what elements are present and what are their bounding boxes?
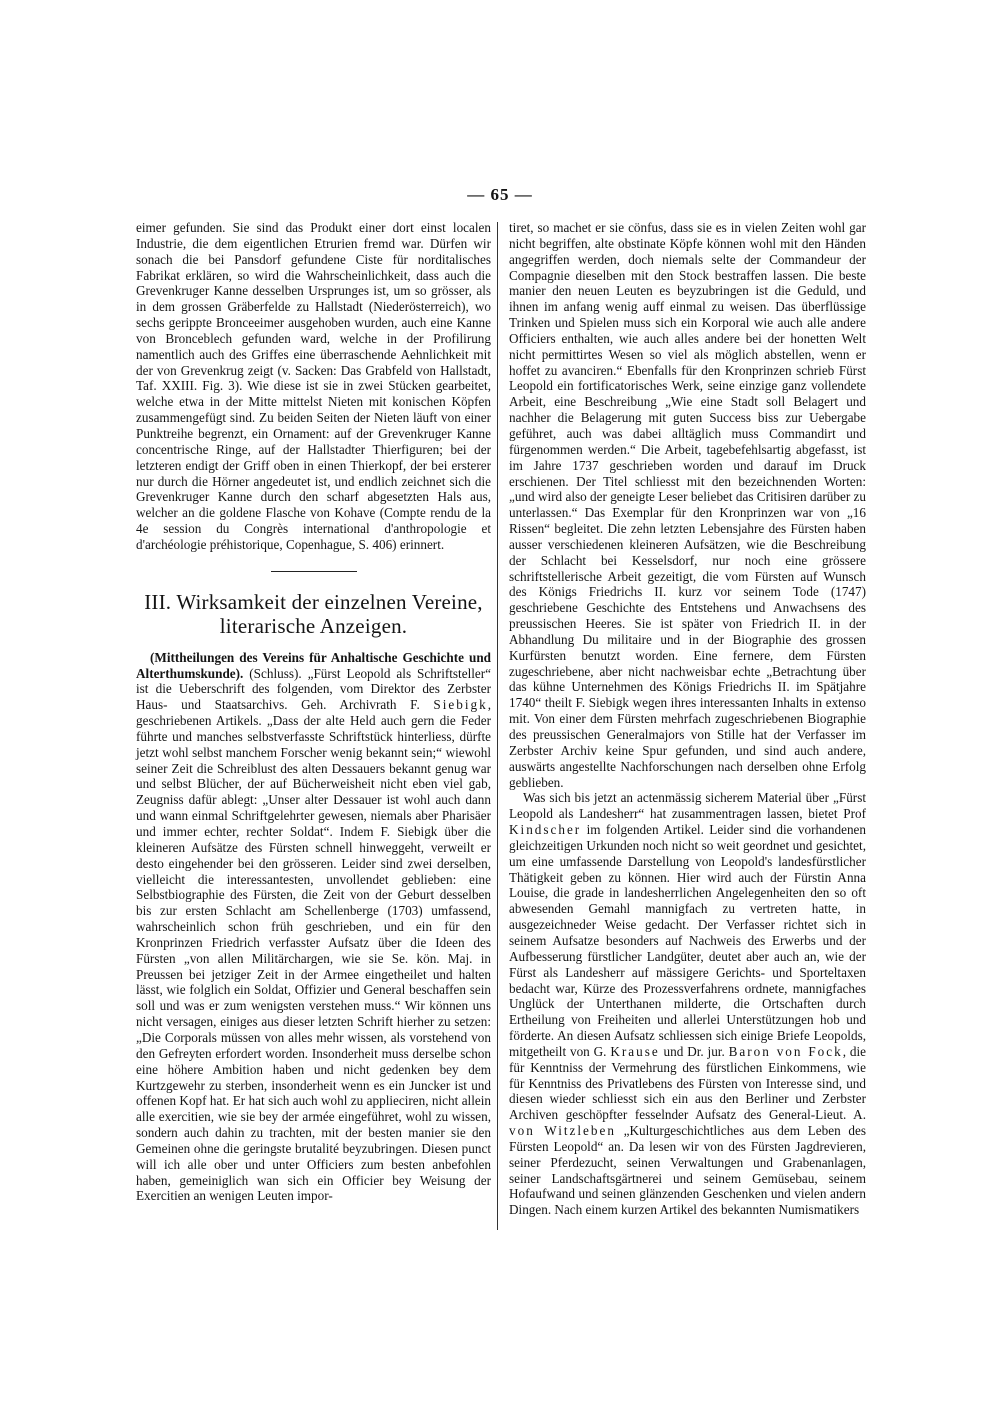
right-paragraph-2-text-e: „Kulturgeschichtliches aus dem Leben des Fürsten Leopold“ an. Da lesen wir von des Fürsten Jagdrevieren, seiner Pferdezucht, seinen Verwaltungen und Grabenanlagen, seiner Landschaftsgärtnerei und seinem Gemüsebau, seinem Hofaufwand und seinen glänzenden Geschenken und vielen andern Dingen. Nach einem kurzen Artikel des bekannten Numismatikers bbox=[509, 1123, 867, 1218]
right-paragraph-2 bbox=[509, 790, 866, 1218]
right-paragraph-2-text-b: im folgenden Artikel. Leider sind die vorhandenen gleichzeitigen Urkunden noch nicht so weit geordnet und gesichtet, um eine umfassende Darstellung von Leopold's landesfürstlicher Thätigkeit geben zu können. Hier wird auch der Fürstin Anna Louise, die grade in landesherrlichen Angelegenheiten den so oft abwesenden Gemahl mannigfach zu vertreten hatte, in ausgezeichneder Weise gedacht. Der Verfasser richtet sich in seinem Aufsatze besonders auf Nachweis des Erwerbs und der Aufbesserung fürstlicher Landgüter, deutet aber auch an, wie der Fürst als Landesherr auf mässigere Gerichts- und Sporteltaxen bedacht war, Kürze des Prozessverfahrens ordnete, mannigfaches Unglück der Unterthanen milderte, die Ortschaften durch Ertheilung von Freiheiten und allerlei Unterstützungen hob und förderte. An diesen Aufsatz schliessen sich einige Briefe Leopolds, mitgetheilt von G. bbox=[509, 822, 866, 1059]
section-separator bbox=[271, 571, 357, 572]
left-column bbox=[136, 220, 491, 1204]
author-kindscher: Kindscher bbox=[509, 822, 582, 838]
right-column bbox=[509, 220, 866, 1218]
section-heading-line-1: III. Wirksamkeit der einzelnen Vereine, bbox=[144, 589, 483, 614]
section-heading-line-2: literarische Anzeigen. bbox=[219, 613, 408, 638]
society-title: (Mittheilungen des Vereins für Anhaltische Geschichte und Alterthumskunde). bbox=[136, 649, 491, 681]
author-witzleben: von Witzleben bbox=[509, 1123, 616, 1139]
right-paragraph-2-text-a: Was sich bis jetzt an actenmässig sicherem Material über „Fürst Leopold als Landesherr“ hat zusammentragen lassen, bietet Prof bbox=[509, 790, 866, 822]
right-paragraph-2-text-d: , die für Kenntniss der Vermehrung des fürstlichen Einkommens, wie für Kenntniss des Privatlebens des Fürsten von Interesse sind, und diesen wieder schliesst sich ein aus den Berliner und Zerbster Archiven geschöpfter fesselnder Aufsatz des General-Lieut. A. bbox=[509, 1043, 866, 1123]
column-divider bbox=[497, 222, 498, 1230]
author-fock: Baron von Fock bbox=[728, 1043, 843, 1059]
page-number: — 65 — bbox=[467, 185, 533, 204]
left-paragraph-2-text-b: , geschriebenen Artikels. „Dass der alte Held auch gern die Feder führte und manches selbstverfasste Schriftstück hinterliess, dürfte jetzt wohl selbst manchem Forscher wenig bekannt sein;“ wiewohl seiner Zeit die Schreiblust des alten Dessauers bekannt genug war und selbst Blücher, der auf Bücherweisheit nicht eben viel gab, Zeugniss dafür ablegt: „Unser alter Dessauer ist wohl auch dann und wann einmal Schriftgelehrter gewesen, niemals aber Pharisäer und immer echter, rechter Soldat“. Indem F. Siebigk über die kleineren Aufsätze des Fürsten schnell hinweggeht, verweilt er desto eingehender bei den grösseren. Leider sind zwei derselben, vielleicht die interessantesten, unvollendet geblieben: eine Selbstbiographie des Fürsten, die Zeit von der Geburt desselben bis zur ersten Schlacht am Schellenberge (1703) umfassend, wahrscheinlich schon früh geschrieben, und ein für den Kronprinzen Friedrich verfasster Aufsatz über die Ideen des Fürsten „von allen Militärchargen, wie sie Se. kön. Maj. in Preussen bei jetziger Zeit in der Armee eingetheilet und halten lässt, wie folglich ein Soldat, Offizier und General beschaffen sein soll und was er zum wenigsten verstehen muss.“ Wir können uns nicht versagen, einiges aus dieser letzten Schrift hierher zu setzen: „Die Corporals müssen von alles mehr wissen, als vorstehend von den Gefreyten erfordert worden. Insonderheit muss derselbe schon eine höhere Ambition haben und nicht gedenken bey dem Kurtzgewehr zu sterben, insonderheit wenn es ein Juncker ist und offenen Kopf hat. Er hat sich auch wohl zu applieciren, nicht allein alle exercitien, wie sie bey der armée eingeführet, wohl zu wissen, sondern auch dahin zu trachten, mit der besten manier sie den Gemeinen ohne die geringste brutalité beyzubringen. Diesen punct will ich alle ober und unter Officiers zum besten anbefohlen haben, gemeiniglich wan sich ein Officier bey Weisung der Exercitien an wenigen Leuten impor- bbox=[136, 697, 491, 1204]
left-paragraph-2-text-a: (Schluss). „Fürst Leopold als Schriftsteller“ ist die Ueberschrift des folgenden, vom Direktor des Zerbster Haus- und Staatsarchivs. Geh. Archivrath F. bbox=[136, 665, 491, 713]
right-paragraph-1: tiret, so machet er sie cönfus, dass sie es in vielen Zeiten wohl gar nicht begriffen, alte obstinate Köpfe können wohl mit den Händen angegriffen werden, doch niemals selte der Commandeur der Compagnie dieselben mit den Stock bestraffen lassen. Die beste manier den neuen Leuten es beyzubringen ist die Geduld, und ihnen im anfang wenig auff einmal zu weisen. Das überflüssige Trinken und Spielen muss sich ein Korporal wie auch alle andere Officiers enthalten, wie auch alles andere bei der honetten Welt nicht permittirtes Wesen so viel als möglich abstellen, wenn er hoffet zu avanciren.“ Ebenfalls für den Kronprinzen schrieb Fürst Leopold ein fortificatorisches Werk, seine einzige ganz vollendete Arbeit, eine Beschreibung „Wie eine Stadt soll Belagert und nachher die Belagerung mit guten Success biss zur Uebergabe geführet, auch was dabei alltäglich muss Commandirt und fürgenommen werden.“ Die Arbeit, tagebefehlsartig abgefasst, ist im Jahre 1737 geschrieben worden und darauf im Druck erschienen. Der Titel schliesst mit den bezeichnenden Worten: „und wird also der geneigte Leser beliebet das Critisiren darüber zu unterlassen.“ Das Exemplar für den Kronprinzen war von „16 Rissen“ begleitet. Die zehn letzten Lebensjahre des Fürsten haben ausser verschiedenen kleineren Aufsätzen, wie die Beschreibung der Schlacht bei Kesselsdorf, nur noch eine grössere schriftstellerische Arbeit gezeitigt, die vom Fürsten auf Wunsch des Königs Friedrichs II. kurz vor seinem Tode (1747) geschriebene Geschichte des Entstehens und Anwachsens des preussischen Heeres. Sie ist später von Friedrich II. in der Abhandlung Du militaire und in der Biographie des grossen Kurfürsten benutzt worden. Eine fernere, dem Fürsten zugeschriebene, aber nicht nachweisbar echte „Betrachtung über das kühne Unternehmen des Königs Friedrichs II. im Spätjahre 1740“ theilt F. Siebigk wegen ihres interessanten Inhalts in extenso mit. Von einer dem Fürsten mehrfach zugeschriebenen Biographie des preussischen Generalmajors von Stille hat der Verfasser im Zerbster Archiv keine Spur gefunden, und sind auch andere, auswärts angestellte Nachforschungen nach derselben ohne Erfolg geblieben. bbox=[509, 220, 866, 790]
author-krause: Krause bbox=[610, 1043, 660, 1059]
right-paragraph-2-text-c: und Dr. jur. bbox=[659, 1043, 729, 1059]
section-heading bbox=[136, 590, 491, 638]
author-siebigk: Siebigk bbox=[433, 697, 488, 713]
left-paragraph-2 bbox=[136, 650, 491, 1205]
left-paragraph-1: eimer gefunden. Sie sind das Produkt einer dort einst localen Industrie, die dem eigentlichen Etrurien fremd war. Dürfen wir sonach die bei Pansdorf gefundene Ciste für norditalisches Fabrikat erklären, so wird die Wahrscheinlichkeit, dass auch die Grevenkruger Kanne desselben Ursprunges ist, um so grösser, als in dem grossen Gräberfelde zu Hallstadt (Niederösterreich), wo sechs gerippte Bronceeimer ausgehoben wurden, auch eine Kanne von Bronceblech gefunden ward, welche in der Profilirung namentlich auch des Griffes eine überraschende Aehnlichkeit mit der von Grevenkrug zeigt (v. Sacken: Das Grabfeld von Hallstadt, Taf. XXIII. Fig. 3). Wie diese ist sie in zwei Stücken gearbeitet, welche etwa in der Mitte mittelst Nieten mit konischen Köpfen zusammengefügt sind. Zu beiden Seiten der Nieten läuft von einer Punktreihe begrenzt, ein Ornament: auf der Grevenkruger Kanne concentrische Ringe, auf der Hallstadter Thierfiguren; bei der letzteren endigt der Griff oben in einen Thierkopf, der bei ersterer nur durch die Hörner angedeutet ist, und endlich zeichnet sich die Grevenkruger Kanne durch den scharf abgesetzten Hals aus, welcher an die goldene Flasche von Kohave (Compte rendu de la 4e session du Congrès international d'anthropologie et d'archéologie préhistorique, Copenhague, S. 406) erinnert. bbox=[136, 220, 491, 552]
